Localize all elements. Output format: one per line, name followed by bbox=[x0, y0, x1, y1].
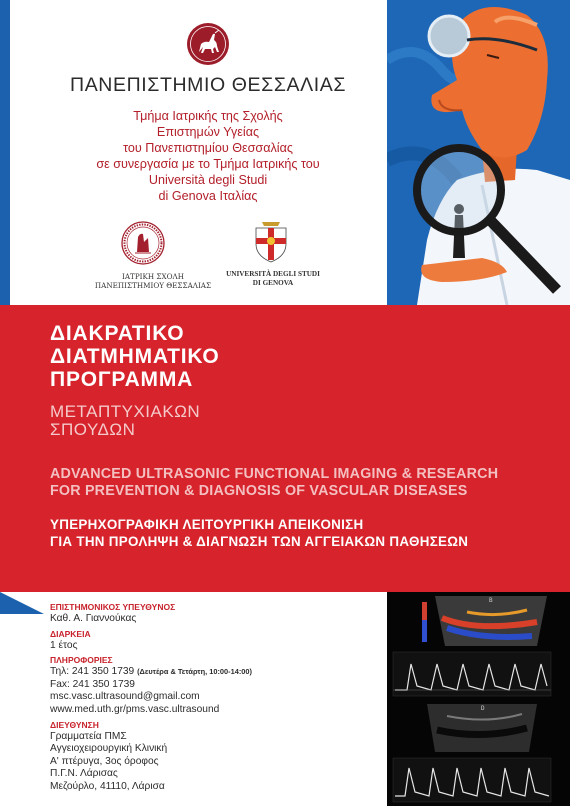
blue-edge-strip bbox=[0, 0, 10, 305]
director-value: Καθ. Α. Γιαννούκας bbox=[50, 613, 137, 624]
genova-shield-icon bbox=[252, 220, 290, 264]
address-label: ΔΙΕΥΘΥΝΣΗ bbox=[50, 719, 99, 730]
department-line: Τμήμα Ιατρικής της Σχολής bbox=[133, 109, 283, 123]
doctor-illustration bbox=[387, 0, 570, 305]
greek-title-line: ΥΠΕΡΗΧΟΓΡΑΦΙΚΗ ΛΕΙΤΟΥΡΓΙΚΗ ΑΠΕΙΚΟΝΙΣΗ bbox=[50, 517, 364, 532]
director-label: ΕΠΙΣΤΗΜΟΝΙΚΟΣ ΥΠΕΥΘΥΝΟΣ bbox=[50, 602, 176, 612]
info-section bbox=[50, 601, 385, 794]
department-line: Επιστημών Υγείας bbox=[156, 125, 260, 139]
phone-hours: (Δευτέρα & Τετάρτη, 10:00-14:00) bbox=[137, 667, 252, 677]
phone-line bbox=[50, 666, 385, 679]
phone-value[interactable]: Τηλ: 241 350 1739 bbox=[50, 666, 135, 678]
caption-line: ΙΑΤΡΙΚΗ ΣΧΟΛΗ bbox=[122, 272, 184, 281]
programme-title-line: ΠΡΟΓΡΑΜΜΑ bbox=[50, 368, 194, 391]
address-line: Π.Γ.Ν. Λάρισας bbox=[50, 768, 118, 780]
genova-caption bbox=[218, 270, 328, 288]
greek-title-line: ΓΙΑ ΤΗΝ ΠΡΟΛΗΨΗ & ΔΙΑΓΝΩΣΗ ΤΩΝ ΑΓΓΕΙΑΚΩΝ ΠΑΘΗΣΕΩΝ bbox=[50, 534, 469, 549]
university-name: ΠΑΝΕΠΙΣΤΗΜΙΟ ΘΕΣΣΑΛΙΑΣ bbox=[70, 74, 346, 96]
scan-label-d: D bbox=[481, 705, 485, 712]
ultrasound-images bbox=[387, 592, 570, 806]
doctor-magnifier-image bbox=[387, 0, 570, 305]
programme-title-line: ΔΙΑΚΡΑΤΙΚΟ bbox=[50, 322, 185, 345]
address-line: Α' πτέρυγα, 3ος όροφος bbox=[50, 755, 159, 767]
programme-title bbox=[50, 322, 220, 391]
contact-label: ΠΛΗΡΟΦΟΡΙΕΣ bbox=[50, 655, 113, 666]
duration-value: 1 έτος bbox=[50, 639, 78, 651]
medical-school-seal-icon bbox=[120, 220, 166, 266]
caption-line: UNIVERSITÀ DEGLI STUDI bbox=[226, 270, 320, 278]
website-link[interactable]: www.med.uth.gr/pms.vasc.ultrasound bbox=[50, 703, 220, 715]
address-line: Μεζούρλο, 41110, Λάρισα bbox=[50, 780, 165, 792]
programme-subtitle-line: ΜΕΤΑΠΤΥΧΙΑΚΩΝ bbox=[50, 402, 201, 421]
caption-line: DI GENOVA bbox=[252, 279, 294, 287]
programme-title-line: ΔΙΑΤΜΗΜΑΤΙΚΟ bbox=[50, 345, 220, 368]
address-line: Αγγειοχειρουργική Κλινική bbox=[50, 743, 168, 755]
programme-subtitle-line: ΣΠΟΥΔΩΝ bbox=[50, 420, 136, 439]
department-text bbox=[20, 108, 396, 204]
duration-label: ΔΙΑΡΚΕΙΑ bbox=[50, 628, 91, 639]
department-line: σε συνεργασία με το Τμήμα Ιατρικής του bbox=[96, 157, 320, 171]
medical-school-caption bbox=[88, 272, 218, 290]
blue-corner-decoration bbox=[0, 592, 44, 614]
department-line: di Genova Ιταλίας bbox=[158, 189, 258, 203]
english-title bbox=[50, 466, 550, 500]
address-line: Γραμματεία ΠΜΣ bbox=[50, 730, 127, 742]
department-line: του Πανεπιστημίου Θεσσαλίας bbox=[123, 141, 293, 155]
greek-title bbox=[50, 516, 550, 550]
email-link[interactable]: msc.vasc.ultrasound@gmail.com bbox=[50, 691, 200, 703]
english-title-line: ADVANCED ULTRASONIC FUNCTIONAL IMAGING & RESEARCH bbox=[50, 466, 499, 482]
fax-value: Fax: 241 350 1739 bbox=[50, 678, 135, 690]
ultrasound-scans-image bbox=[387, 592, 570, 806]
scan-label-b: B bbox=[489, 597, 493, 604]
university-centaur-logo-icon bbox=[186, 22, 230, 66]
caption-line: ΠΑΝΕΠΙΣΤΗΜΙΟΥ ΘΕΣΣΑΛΙΑΣ bbox=[94, 281, 212, 290]
department-line: Università degli Studi bbox=[148, 173, 268, 187]
programme-subtitle bbox=[50, 403, 200, 439]
english-title-line: FOR PREVENTION & DIAGNOSIS OF VASCULAR DISEASES bbox=[50, 483, 468, 499]
